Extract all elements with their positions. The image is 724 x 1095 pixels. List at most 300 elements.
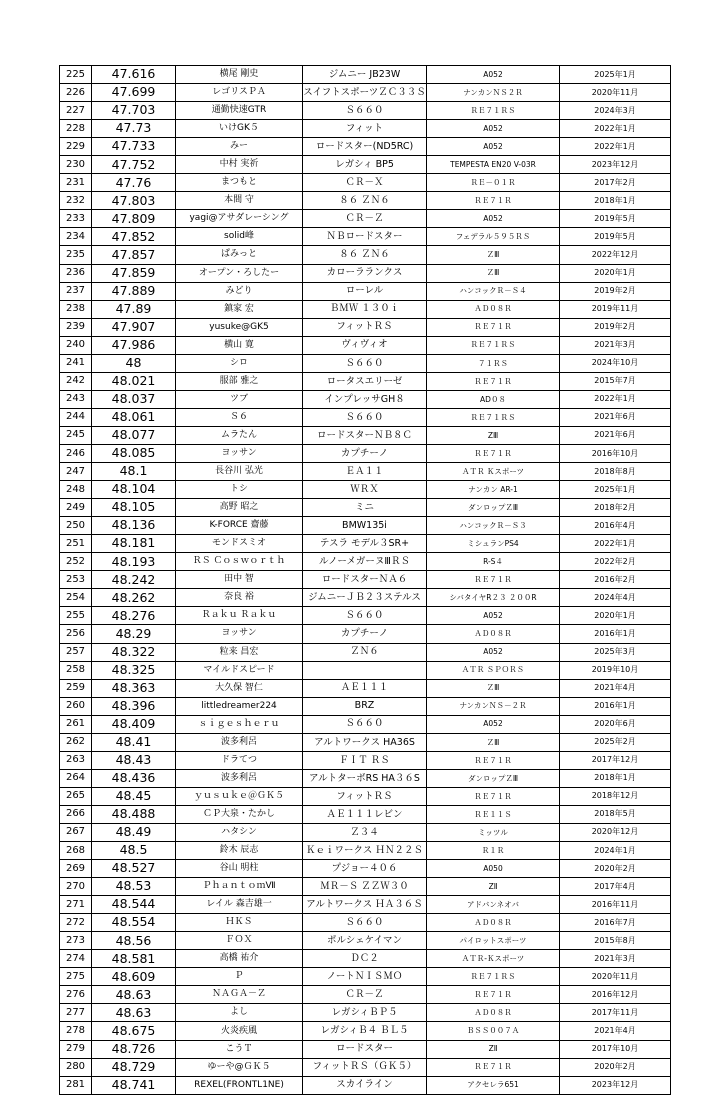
date-cell: 2021年3月 xyxy=(560,336,671,354)
car-model-cell: ローレル xyxy=(303,282,427,300)
lap-time-cell: 48.29 xyxy=(92,625,176,643)
table-row xyxy=(60,571,671,589)
car-model-cell: ミニ xyxy=(303,499,427,517)
driver-name-cell: 横尾 剛史 xyxy=(176,66,303,84)
table-row xyxy=(60,390,671,408)
driver-name-cell: トシ xyxy=(176,481,303,499)
table-row xyxy=(60,950,671,968)
lap-time-cell: 47.733 xyxy=(92,138,176,156)
tire-cell: ハンコックＲ－Ｓ３ xyxy=(427,517,560,535)
table-row xyxy=(60,372,671,390)
date-cell: 2025年1月 xyxy=(560,481,671,499)
rank-cell: 229 xyxy=(60,138,92,156)
rank-cell: 233 xyxy=(60,210,92,228)
driver-name-cell: ＮＡＧＡ－Ｚ xyxy=(176,986,303,1004)
tire-cell: Ｒ１Ｒ xyxy=(427,842,560,860)
table-row xyxy=(60,228,671,246)
rank-cell: 251 xyxy=(60,535,92,553)
tire-cell: A052 xyxy=(427,210,560,228)
rank-cell: 250 xyxy=(60,517,92,535)
date-cell: 2019年11月 xyxy=(560,300,671,318)
lap-time-cell: 47.889 xyxy=(92,282,176,300)
table-row xyxy=(60,444,671,462)
lap-time-cell: 48.436 xyxy=(92,769,176,787)
table-row xyxy=(60,1076,671,1094)
date-cell: 2021年6月 xyxy=(560,426,671,444)
table-row xyxy=(60,535,671,553)
tire-cell: ＲＥ７１Ｒ xyxy=(427,986,560,1004)
date-cell: 2023年12月 xyxy=(560,1076,671,1094)
table-row xyxy=(60,787,671,805)
date-cell: 2016年2月 xyxy=(560,571,671,589)
rank-cell: 237 xyxy=(60,282,92,300)
lap-time-cell: 47.73 xyxy=(92,120,176,138)
tire-cell: ハンコックＲ－Ｓ４ xyxy=(427,282,560,300)
tire-cell: パイロットスポーツ xyxy=(427,932,560,950)
rank-cell: 273 xyxy=(60,932,92,950)
tire-cell: A050 xyxy=(427,860,560,878)
lap-time-cell: 48.56 xyxy=(92,932,176,950)
car-model-cell: アルトワークス HA36S xyxy=(303,733,427,751)
lap-time-cell: 48.104 xyxy=(92,481,176,499)
tire-cell: ＲＥ７１ＲＳ xyxy=(427,408,560,426)
tire-cell: ダンロップＺⅢ xyxy=(427,769,560,787)
rank-cell: 271 xyxy=(60,896,92,914)
date-cell: 2017年11月 xyxy=(560,1004,671,1022)
lap-time-cell: 48.63 xyxy=(92,986,176,1004)
car-model-cell: フィットＲＳ xyxy=(303,787,427,805)
driver-name-cell: ＣＰ大泉・たかし xyxy=(176,805,303,823)
rank-cell: 230 xyxy=(60,156,92,174)
date-cell: 2024年10月 xyxy=(560,354,671,372)
date-cell: 2019年5月 xyxy=(560,228,671,246)
car-model-cell: レガシィ BP5 xyxy=(303,156,427,174)
lap-time-cell: 48.45 xyxy=(92,787,176,805)
rank-cell: 274 xyxy=(60,950,92,968)
table-row xyxy=(60,1040,671,1058)
rank-cell: 267 xyxy=(60,823,92,841)
car-model-cell: Ｚ３４ xyxy=(303,823,427,841)
tire-cell: ＲＥ７１Ｒ xyxy=(427,372,560,390)
tire-cell: ＡＤ０８Ｒ xyxy=(427,914,560,932)
lap-time-cell: 48.136 xyxy=(92,517,176,535)
driver-name-cell: シロ xyxy=(176,354,303,372)
driver-name-cell: ｓｉｇｅｓｈｅｒｕ xyxy=(176,715,303,733)
lap-time-cell: 48.609 xyxy=(92,968,176,986)
tire-cell: ＲＥ１１Ｓ xyxy=(427,805,560,823)
rank-cell: 242 xyxy=(60,372,92,390)
table-row xyxy=(60,697,671,715)
tire-cell: ＢＳＳ００７Ａ xyxy=(427,1022,560,1040)
driver-name-cell: ツブ xyxy=(176,390,303,408)
lap-time-cell: 48 xyxy=(92,354,176,372)
tire-cell: ＲＥ７１Ｒ xyxy=(427,787,560,805)
date-cell: 2024年4月 xyxy=(560,589,671,607)
car-model-cell: BRZ xyxy=(303,697,427,715)
lap-time-cell: 47.89 xyxy=(92,300,176,318)
driver-name-cell: K-FORCE 齋藤 xyxy=(176,517,303,535)
tire-cell: ＺⅢ xyxy=(427,733,560,751)
tire-cell: ZⅡ xyxy=(427,878,560,896)
rank-cell: 232 xyxy=(60,192,92,210)
lap-time-cell: 48.581 xyxy=(92,950,176,968)
tire-cell: ＲＥ７１Ｒ xyxy=(427,444,560,462)
date-cell: 2016年10月 xyxy=(560,444,671,462)
rank-cell: 245 xyxy=(60,426,92,444)
driver-name-cell: ＦＯＸ xyxy=(176,932,303,950)
date-cell: 2015年8月 xyxy=(560,932,671,950)
car-model-cell: Ｓ６６０ xyxy=(303,607,427,625)
date-cell: 2016年1月 xyxy=(560,697,671,715)
car-model-cell: ロードスター xyxy=(303,1040,427,1058)
driver-name-cell: レイル 森吉雄一 xyxy=(176,896,303,914)
date-cell: 2016年11月 xyxy=(560,896,671,914)
tire-cell: シバタイヤR２３ ２００R xyxy=(427,589,560,607)
lap-time-cell: 48.49 xyxy=(92,823,176,841)
driver-name-cell: Ｒａｋｕ Ｒａｋｕ xyxy=(176,607,303,625)
rank-cell: 231 xyxy=(60,174,92,192)
tire-cell: ＲＥ７１Ｒ xyxy=(427,318,560,336)
lap-time-cell: 48.675 xyxy=(92,1022,176,1040)
tire-cell: ＺⅢ xyxy=(427,679,560,697)
rank-cell: 238 xyxy=(60,300,92,318)
lap-time-cell: 48.105 xyxy=(92,499,176,517)
driver-name-cell: こうＴ xyxy=(176,1040,303,1058)
car-model-cell: アルトワークス ＨＡ３６Ｓ xyxy=(303,896,427,914)
table-row xyxy=(60,282,671,300)
car-model-cell: カプチーノ xyxy=(303,444,427,462)
driver-name-cell: 鈴木 辰志 xyxy=(176,842,303,860)
tire-cell: ミシュランPS4 xyxy=(427,535,560,553)
tire-cell: A052 xyxy=(427,138,560,156)
table-row xyxy=(60,264,671,282)
driver-name-cell: 長谷川 弘光 xyxy=(176,463,303,481)
date-cell: 2021年6月 xyxy=(560,408,671,426)
rank-cell: 261 xyxy=(60,715,92,733)
rank-cell: 252 xyxy=(60,553,92,571)
car-model-cell: Ｓ６６０ xyxy=(303,102,427,120)
lap-time-cell: 48.729 xyxy=(92,1058,176,1076)
date-cell: 2020年11月 xyxy=(560,968,671,986)
driver-name-cell: ＰｈａｎｔｏｍⅦ xyxy=(176,878,303,896)
lap-time-cell: 48.488 xyxy=(92,805,176,823)
table-row xyxy=(60,661,671,679)
driver-name-cell: みどり xyxy=(176,282,303,300)
table-row xyxy=(60,84,671,102)
table-row xyxy=(60,878,671,896)
table-row xyxy=(60,1022,671,1040)
rank-cell: 275 xyxy=(60,968,92,986)
car-model-cell: ジムニー JB23W xyxy=(303,66,427,84)
tire-cell: ７１ＲＳ xyxy=(427,354,560,372)
driver-name-cell: 奈良 裕 xyxy=(176,589,303,607)
table-row xyxy=(60,210,671,228)
lap-time-cell: 48.1 xyxy=(92,463,176,481)
lap-time-cell: 48.077 xyxy=(92,426,176,444)
car-model-cell: レガシィＢＰ５ xyxy=(303,1004,427,1022)
driver-name-cell: 波多利呂 xyxy=(176,733,303,751)
rank-cell: 269 xyxy=(60,860,92,878)
table-row xyxy=(60,192,671,210)
car-model-cell: アルトターボRS HA３６S xyxy=(303,769,427,787)
date-cell: 2018年12月 xyxy=(560,787,671,805)
tire-cell: A052 xyxy=(427,643,560,661)
date-cell: 2016年1月 xyxy=(560,625,671,643)
table-row xyxy=(60,860,671,878)
table-row xyxy=(60,715,671,733)
car-model-cell: テスラ モデル３SR+ xyxy=(303,535,427,553)
tire-cell: TEMPESTA EN20 V-03R xyxy=(427,156,560,174)
rank-cell: 240 xyxy=(60,336,92,354)
tire-cell: ダンロップＺⅢ xyxy=(427,499,560,517)
table-row xyxy=(60,968,671,986)
lap-time-cell: 47.809 xyxy=(92,210,176,228)
lap-time-cell: 47.703 xyxy=(92,102,176,120)
tire-cell: ＡＤ０８Ｒ xyxy=(427,625,560,643)
table-row xyxy=(60,318,671,336)
car-model-cell: Ｓ６６０ xyxy=(303,408,427,426)
table-row xyxy=(60,336,671,354)
driver-name-cell: yagi@アサダレーシング xyxy=(176,210,303,228)
date-cell: 2020年11月 xyxy=(560,84,671,102)
tire-cell: R-S４ xyxy=(427,553,560,571)
rank-cell: 265 xyxy=(60,787,92,805)
date-cell: 2020年2月 xyxy=(560,860,671,878)
car-model-cell: ＷＲＸ xyxy=(303,481,427,499)
car-model-cell: スカイライン xyxy=(303,1076,427,1094)
tire-cell: ＡＴＲ-Ｋスポーツ xyxy=(427,950,560,968)
rank-cell: 270 xyxy=(60,878,92,896)
table-row xyxy=(60,607,671,625)
date-cell: 2019年2月 xyxy=(560,318,671,336)
driver-name-cell: 通勤快速GTR xyxy=(176,102,303,120)
date-cell: 2017年4月 xyxy=(560,878,671,896)
lap-time-cell: 48.262 xyxy=(92,589,176,607)
rank-cell: 241 xyxy=(60,354,92,372)
table-row xyxy=(60,426,671,444)
date-cell: 2021年4月 xyxy=(560,1022,671,1040)
date-cell: 2018年2月 xyxy=(560,499,671,517)
car-model-cell: ノートＮＩＳＭＯ xyxy=(303,968,427,986)
car-model-cell: ８６ ＺＮ６ xyxy=(303,192,427,210)
table-row xyxy=(60,751,671,769)
date-cell: 2015年7月 xyxy=(560,372,671,390)
driver-name-cell: 服部 雅之 xyxy=(176,372,303,390)
lap-time-cell: 48.43 xyxy=(92,751,176,769)
driver-name-cell: 高橋 祐介 xyxy=(176,950,303,968)
date-cell: 2023年12月 xyxy=(560,156,671,174)
driver-name-cell: 横山 寛 xyxy=(176,336,303,354)
tire-cell: フェデラル５９５ＲＳ xyxy=(427,228,560,246)
lap-time-cell: 47.76 xyxy=(92,174,176,192)
rank-cell: 259 xyxy=(60,679,92,697)
date-cell: 2024年3月 xyxy=(560,102,671,120)
car-model-cell: ロータスエリーゼ xyxy=(303,372,427,390)
tire-cell: ＡＴＲ ＳＰＯＲＳ xyxy=(427,661,560,679)
driver-name-cell: よし xyxy=(176,1004,303,1022)
car-model-cell: ＤＣ２ xyxy=(303,950,427,968)
tire-cell: ナンカン AR-1 xyxy=(427,481,560,499)
driver-name-cell: littledreamer224 xyxy=(176,697,303,715)
table-row xyxy=(60,932,671,950)
tire-cell: A052 xyxy=(427,66,560,84)
lap-time-cell: 47.699 xyxy=(92,84,176,102)
driver-name-cell: 高野 昭之 xyxy=(176,499,303,517)
car-model-cell: ＭＲ－Ｓ ＺＺＷ３０ xyxy=(303,878,427,896)
car-model-cell: ＦＩＴ ＲＳ xyxy=(303,751,427,769)
rank-cell: 268 xyxy=(60,842,92,860)
driver-name-cell: 大久保 智仁 xyxy=(176,679,303,697)
table-row xyxy=(60,625,671,643)
lap-time-cell: 48.554 xyxy=(92,914,176,932)
lap-time-cell: 48.322 xyxy=(92,643,176,661)
lap-time-cell: 48.193 xyxy=(92,553,176,571)
lap-time-cell: 48.527 xyxy=(92,860,176,878)
lap-time-cell: 48.242 xyxy=(92,571,176,589)
date-cell: 2022年1月 xyxy=(560,390,671,408)
table-row xyxy=(60,733,671,751)
tire-cell: ＺⅢ xyxy=(427,264,560,282)
tire-cell: ＲＥ７１Ｒ xyxy=(427,1058,560,1076)
rank-cell: 244 xyxy=(60,408,92,426)
tire-cell: ＲＥ７１Ｒ xyxy=(427,192,560,210)
driver-name-cell: ＨＫＳ xyxy=(176,914,303,932)
rank-cell: 235 xyxy=(60,246,92,264)
table-row xyxy=(60,138,671,156)
table-row xyxy=(60,769,671,787)
lap-time-cell: 47.986 xyxy=(92,336,176,354)
table-row xyxy=(60,499,671,517)
table-row xyxy=(60,914,671,932)
table-row xyxy=(60,120,671,138)
date-cell: 2020年1月 xyxy=(560,264,671,282)
table-row xyxy=(60,805,671,823)
lap-time-cell: 48.037 xyxy=(92,390,176,408)
car-model-cell: ＥＡ１１ xyxy=(303,463,427,481)
driver-name-cell: 田中 智 xyxy=(176,571,303,589)
rank-cell: 253 xyxy=(60,571,92,589)
table-row xyxy=(60,408,671,426)
tire-cell: ナンカンＮＳ２Ｒ xyxy=(427,84,560,102)
car-model-cell: フィット xyxy=(303,120,427,138)
driver-name-cell: いけGK５ xyxy=(176,120,303,138)
lap-time-cell: 47.616 xyxy=(92,66,176,84)
date-cell: 2019年10月 xyxy=(560,661,671,679)
rank-cell: 260 xyxy=(60,697,92,715)
car-model-cell: フィットＲＳ xyxy=(303,318,427,336)
driver-name-cell: ゆーや@ＧＫ５ xyxy=(176,1058,303,1076)
rank-cell: 227 xyxy=(60,102,92,120)
date-cell: 2020年6月 xyxy=(560,715,671,733)
tire-cell: A052 xyxy=(427,715,560,733)
car-model-cell: ロードスターＮＡ６ xyxy=(303,571,427,589)
driver-name-cell: ＲＳ Ｃｏｓｗｏｒｔｈ xyxy=(176,553,303,571)
table-row xyxy=(60,246,671,264)
driver-name-cell: ぱみっと xyxy=(176,246,303,264)
tire-cell: ＡＤ０８Ｒ xyxy=(427,1004,560,1022)
tire-cell: ＲＥ７１ＲＳ xyxy=(427,102,560,120)
car-model-cell: ＡＥ１１１ xyxy=(303,679,427,697)
car-model-cell: ＣＲ－Ｚ xyxy=(303,210,427,228)
date-cell: 2021年3月 xyxy=(560,950,671,968)
car-model-cell: ＡＥ１１１レビン xyxy=(303,805,427,823)
lap-time-cell: 48.276 xyxy=(92,607,176,625)
date-cell: 2025年1月 xyxy=(560,66,671,84)
car-model-cell xyxy=(303,661,427,679)
lap-time-cell: 47.803 xyxy=(92,192,176,210)
tire-cell: ＲＥ７１Ｒ xyxy=(427,571,560,589)
lap-time-cell: 48.741 xyxy=(92,1076,176,1094)
lap-time-cell: 48.396 xyxy=(92,697,176,715)
rank-cell: 264 xyxy=(60,769,92,787)
driver-name-cell: 本間 守 xyxy=(176,192,303,210)
table-row xyxy=(60,102,671,120)
ranking-table xyxy=(59,65,671,1095)
tire-cell: ミッツル xyxy=(427,823,560,841)
tire-cell: ＲＥ７１ＲＳ xyxy=(427,968,560,986)
lap-time-cell: 48.363 xyxy=(92,679,176,697)
driver-name-cell: まつもと xyxy=(176,174,303,192)
table-row xyxy=(60,517,671,535)
lap-time-cell: 48.181 xyxy=(92,535,176,553)
car-model-cell: ＮＢロードスター xyxy=(303,228,427,246)
rank-cell: 225 xyxy=(60,66,92,84)
date-cell: 2022年1月 xyxy=(560,535,671,553)
date-cell: 2022年2月 xyxy=(560,553,671,571)
table-row xyxy=(60,66,671,84)
date-cell: 2018年1月 xyxy=(560,192,671,210)
driver-name-cell: solid峰 xyxy=(176,228,303,246)
car-model-cell: ＺＮ６ xyxy=(303,643,427,661)
date-cell: 2025年3月 xyxy=(560,643,671,661)
tire-cell: アクセレラ651 xyxy=(427,1076,560,1094)
date-cell: 2025年2月 xyxy=(560,733,671,751)
lap-time-cell: 48.726 xyxy=(92,1040,176,1058)
car-model-cell: Ｓ６６０ xyxy=(303,914,427,932)
rank-cell: 277 xyxy=(60,1004,92,1022)
driver-name-cell: ｙｕｓｕｋｅ＠ＧＫ５ xyxy=(176,787,303,805)
table-row xyxy=(60,842,671,860)
rank-cell: 239 xyxy=(60,318,92,336)
tire-cell: ＲＥ７１Ｒ xyxy=(427,751,560,769)
date-cell: 2020年1月 xyxy=(560,607,671,625)
lap-time-cell: 48.544 xyxy=(92,896,176,914)
table-row xyxy=(60,1004,671,1022)
car-model-cell: レガシィＢ４ ＢＬ５ xyxy=(303,1022,427,1040)
car-model-cell: ジムニーＪＢ２３ステルス xyxy=(303,589,427,607)
driver-name-cell: yusuke@GK5 xyxy=(176,318,303,336)
rank-cell: 226 xyxy=(60,84,92,102)
rank-cell: 247 xyxy=(60,463,92,481)
driver-name-cell: 鎮家 宏 xyxy=(176,300,303,318)
table-row xyxy=(60,174,671,192)
driver-name-cell: レゴリスＰＡ xyxy=(176,84,303,102)
table-row xyxy=(60,679,671,697)
rank-cell: 278 xyxy=(60,1022,92,1040)
table-row xyxy=(60,986,671,1004)
table-row xyxy=(60,896,671,914)
date-cell: 2020年2月 xyxy=(560,1058,671,1076)
car-model-cell: プジョー４０６ xyxy=(303,860,427,878)
driver-name-cell: ムラたん xyxy=(176,426,303,444)
table-row xyxy=(60,823,671,841)
car-model-cell: ロードスターＮＢ８Ｃ xyxy=(303,426,427,444)
tire-cell: ＡＴＲ Ｋスポーツ xyxy=(427,463,560,481)
driver-name-cell: マイルドスピード xyxy=(176,661,303,679)
driver-name-cell: ヨッサン xyxy=(176,444,303,462)
driver-name-cell: モンドスミオ xyxy=(176,535,303,553)
lap-time-cell: 48.085 xyxy=(92,444,176,462)
